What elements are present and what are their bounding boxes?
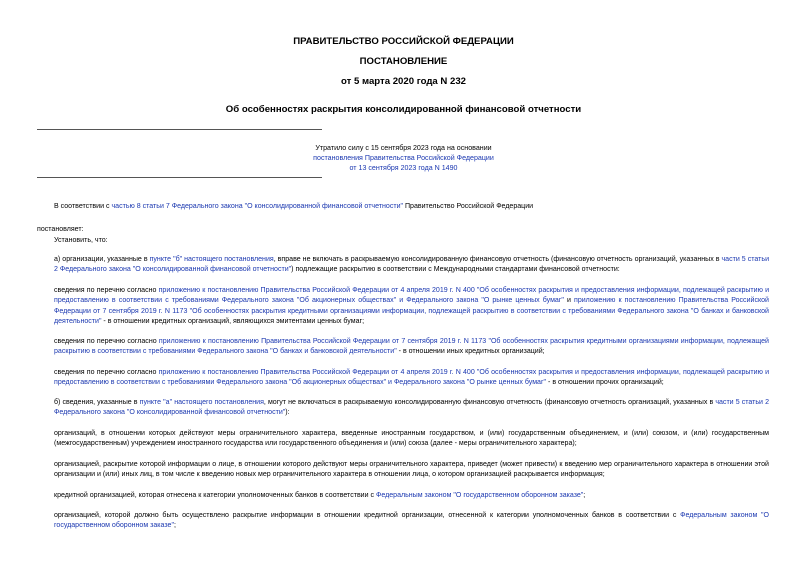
item-b-paragraph: б) сведения, указанные в пункте "а" настоящего постановления, могут не включаться в раскрываемую консолидированную финансовую отчетность (финансовую отчетность организаций, указанных в части 5 статьи 2 Федерального закона "О консолидированной финансовой отчетности"): [54, 399, 770, 417]
credit-org-paragraph: кредитной организацией, которая отнесена к категории уполномоченных банков в соответствии с Федеральным законом "О государственном оборонном заказе"; [54, 492, 586, 499]
article-link-2[interactable]: части 5 статьи 2 Федерального закона "О консолидированной финансовой отчетности" [54, 399, 770, 417]
defense-order-law-link-2[interactable]: Федеральным законом "О государственном оборонном заказе" [54, 512, 769, 530]
lapse-link-1[interactable]: постановления Правительства Российской Федерации [313, 154, 494, 162]
resolves-paragraph: постановляет: [37, 226, 84, 233]
list-paragraph-3: сведения по перечню согласно приложению к постановлению Правительства Российской Федерации от 4 апреля 2019 г. N 400 "Об особенностях раскрытия и предоставления информации, подлежащей раскрытию и предоставлению в соответствии с требованиями Федерального закона "Об акционерных обществах" и Федерального закона "О рынке ценных бумаг" - в отношении прочих организаций; [54, 369, 769, 387]
establish-paragraph: Установить, что: [54, 237, 108, 244]
document-kind: ПОСТАНОВЛЕНИЕ [359, 56, 448, 67]
list-paragraph-2: сведения по перечню согласно приложению к постановлению Правительства Российской Федерации от 7 сентября 2019 г. N 1173 "Об особенностях раскрытия кредитными организациями информации, подлежащей раскрытию в соответствии с требованиями Федерального закона "О банках и банковской деятельности" - в отношении иных кредитных организаций; [54, 338, 769, 356]
item-a-link[interactable]: пункте "а" настоящего постановления [139, 399, 264, 406]
appendix-1173-link-2[interactable]: приложению к постановлению Правительства Российской Федерации от 7 сентября 2019 г. N 1173 "Об особенностях раскрытия кредитными организациями информации, подлежащей раскрытию в соответствии с требованиями Федерального закона "О банках и банковской деятельности" [54, 338, 769, 356]
divider-bottom [37, 177, 322, 178]
lapse-note: Утратило силу с 15 сентября 2023 года на основании [315, 144, 492, 152]
list-paragraph-1: сведения по перечню согласно приложению к постановлению Правительства Российской Федерации от 4 апреля 2019 г. N 400 "Об особенностях раскрытия и предоставления информации, подлежащей раскрытию и предоставлению в соответствии с требованиями Федерального закона "Об акционерных обществах" и Федерального закона "О рынке ценных бумаг" и приложению к постановлению Правительства Российской Федерации от 7 сентября 2019 г. N 1173 "Об особенностях раскрытия кредитными организациями информации, подлежащей раскрытию в соответствии с требованиями Федерального закона "О банках и банковской деятельности" - в отношении кредитных организаций, являющихся эмитентами ценных бумаг; [54, 287, 769, 326]
document-date: от 5 марта 2020 года N 232 [340, 76, 467, 87]
defense-order-law-link[interactable]: Федеральным законом "О государственном оборонном заказе" [376, 492, 584, 499]
document-title: Об особенностях раскрытия консолидированной финансовой отчетности [225, 104, 582, 115]
appendix-400-link-2[interactable]: приложению к постановлению Правительства Российской Федерации от 4 апреля 2019 г. N 400 "Об особенностях раскрытия и предоставления информации, подлежащей раскрытию и предоставлению в соответствии с требованиями Федерального закона "Об акционерных обществах" и Федерального закона "О рынке ценных бумаг" [54, 369, 769, 387]
preamble-paragraph: В соответствии с частью 8 статьи 7 Федерального закона "О консолидированной финансовой отчетности" Правительство Российской Федерации [54, 203, 534, 210]
appendix-400-link[interactable]: приложению к постановлению Правительства Российской Федерации от 4 апреля 2019 г. N 400 "Об особенностях раскрытия и предоставления информации, подлежащей раскрытию и предоставлению в соответствии с требованиями Федерального закона "Об акционерных обществах" и Федерального закона "О рынке ценных бумаг" [54, 287, 769, 305]
divider-top [37, 129, 322, 130]
lapse-link-2[interactable]: от 13 сентября 2023 года N 1490 [349, 164, 458, 172]
disclosure-org-paragraph: организацией, которой должно быть осуществлено раскрытие информации в отношении кредитной организации, отнесенной к категории уполномоченных банков в соответствии с Федеральным законом "О государственном оборонном заказе"; [54, 512, 769, 530]
organizations-paragraph: организаций, в отношении которых действуют меры ограничительного характера, введенные иностранным государством, и (или) государственным объединением, и (или) союзом, и (или) государственным (межгосударственным) учреждением иностранного государства или государственного объединения и (или) союза (далее - меры ограничительного характера); [54, 430, 769, 448]
appendix-1173-link[interactable]: приложению к постановлению Правительства Российской Федерации от 7 сентября 2019 г. N 1173 "Об особенностях раскрытия кредитными организациями информации, подлежащей раскрытию в соответствии с требованиями Федерального закона "О банках и банковской деятельности" [54, 297, 769, 326]
disclosure-paragraph: организацией, раскрытие которой информации о лице, в отношении которого действуют меры ограничительного характера, приведет (может привести) к введению мер ограничительного характера в отношении этой организации и (или) иных лиц, в том числе к введению новых мер ограничительного характера в отношении лица, о котором организацией раскрывается информация; [54, 461, 769, 479]
government-heading: ПРАВИТЕЛЬСТВО РОССИЙСКОЙ ФЕДЕРАЦИИ [293, 36, 514, 47]
item-a-paragraph: а) организации, указанные в пункте "б" настоящего постановления, вправе не включать в раскрываемую консолидированную финансовую отчетность (финансовую отчетность организаций, указанных в части 5 статьи 2 Федерального закона "О консолидированной финансовой отчетности") подлежащие раскрытию в соответствии с Международными стандартами финансовой отчетности: [54, 256, 770, 274]
item-b-link[interactable]: пункте "б" настоящего постановления [149, 256, 274, 263]
article-link[interactable]: части 5 статьи 2 Федерального закона "О консолидированной финансовой отчетности" [54, 256, 770, 274]
law-link[interactable]: частью 8 статьи 7 Федерального закона "О консолидированной финансовой отчетности" [111, 203, 404, 210]
